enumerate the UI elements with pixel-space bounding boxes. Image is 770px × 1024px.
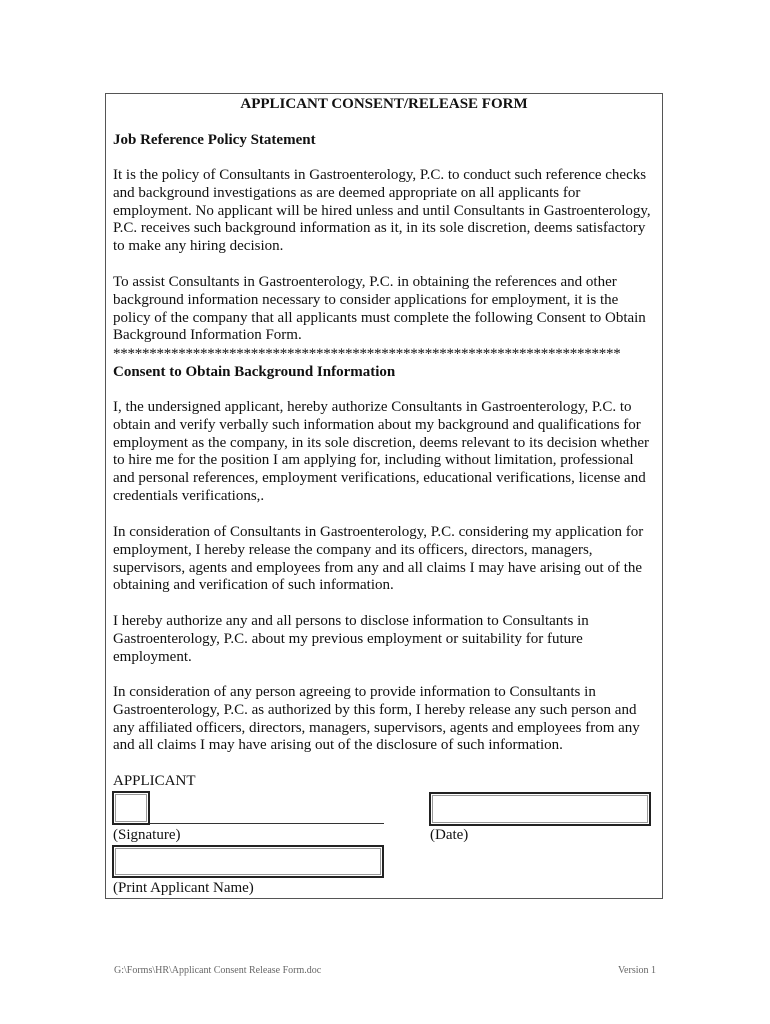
consent-heading: Consent to Obtain Background Information [113,364,396,380]
print-name-label: (Print Applicant Name) [113,880,254,896]
date-label: (Date) [430,827,469,843]
signature-label: (Signature) [113,827,181,843]
separator-line: ********************************************************************** [113,347,621,361]
consent-paragraph-3: I hereby authorize any and all persons to disclose information to Consultants in Gastroenterology, P.C. about my previous employment or suitability for future employment. [113,613,589,665]
footer-file-path: G:\Forms\HR\Applicant Consent Release Form.doc [114,965,322,976]
consent-paragraph-4: In consideration of any person agreeing to provide information to Consultants in Gastroenterology, P.C. as authorized by this form, I hereby release any such person and any affiliated officers, directors, managers, supervisors, agents and employees from any and all claims I may have arising out of the disclosure of such information. [113,684,640,754]
policy-paragraph-2: To assist Consultants in Gastroenterology, P.C. in obtaining the references and other background information necessary to consider applications for employment, it is the policy of the company that all applicants must complete the following Consent to Obtain Background Information Form. [113,274,646,344]
policy-paragraph-1: It is the policy of Consultants in Gastroenterology, P.C. to conduct such reference checks and background investigations as are deemed appropriate on all applicants for employment. No applicant will be hired unless and until Consultants in Gastroenterology, P.C. receives such background information as it, in its sole discretion, deems satisfactory to make any hiring decision. [113,167,651,255]
consent-paragraph-2: In consideration of Consultants in Gastroenterology, P.C. considering my application for employment, I hereby release the company and its officers, directors, managers, supervisors, agents and employees from any and all claims I may have arising out of the obtaining and verification of such information. [113,524,644,594]
signature-line [150,823,384,824]
applicant-label: APPLICANT [113,773,196,789]
signature-field[interactable] [112,791,150,825]
date-field[interactable] [429,792,651,826]
policy-heading: Job Reference Policy Statement [113,132,316,148]
form-title: APPLICANT CONSENT/RELEASE FORM [240,96,528,112]
consent-paragraph-1: I, the undersigned applicant, hereby authorize Consultants in Gastroenterology, P.C. to obtain and verify verbally such information about my background and qualifications for employment as the company, in its sole discretion, deems relevant to its decision whether to hire me for the position I am applying for, including without limitation, professional and personal references, employment verifications, educational verifications, license and credentials verifications,. [113,399,649,504]
print-name-field[interactable] [112,845,384,878]
footer-version: Version 1 [617,965,656,976]
